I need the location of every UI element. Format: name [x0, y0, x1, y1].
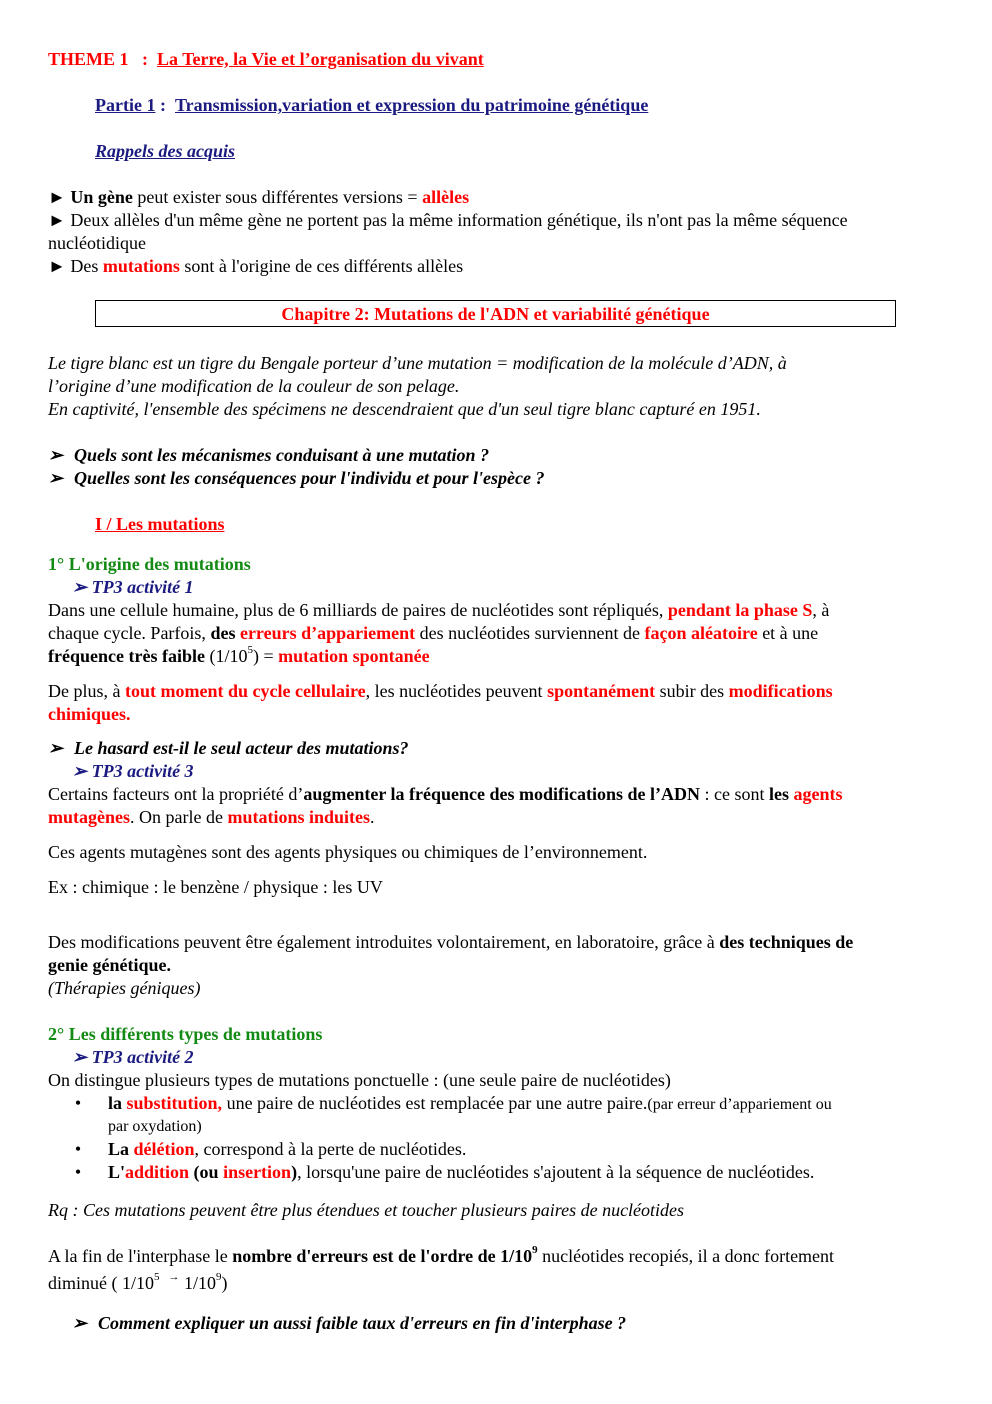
text: A la fin de l'interphase le	[48, 1246, 233, 1266]
text: diminué ( 1/10	[48, 1273, 154, 1293]
types-bullet-2	[48, 1138, 466, 1161]
hasard-l4: Ex : chimique : le benzène / physique : les UV	[48, 877, 383, 897]
origine-p1-l1	[48, 599, 829, 622]
red-term: mutations induites	[227, 807, 371, 827]
partie-label: Partie 1	[95, 95, 156, 115]
bold-term: la	[108, 1093, 127, 1113]
origine-p1-l3	[48, 645, 430, 668]
text: , lorsqu'une paire de nucléotides s'ajoutent à la séquence de nucléotides.	[297, 1162, 815, 1182]
text: )	[221, 1273, 228, 1293]
bullet-dot-icon: •	[74, 1139, 82, 1159]
text: (1/10	[204, 646, 248, 666]
text: : ce sont	[700, 784, 770, 804]
types-fin-l1	[48, 1245, 834, 1268]
red-term: délétion	[133, 1139, 195, 1159]
arrowhead-bullet-icon: ➢	[48, 738, 64, 758]
exponent: 9	[532, 1244, 538, 1256]
types-intro: On distingue plusieurs types de mutations ponctuelle : (une seule paire de nucléotides)	[48, 1070, 671, 1090]
question-text: Quels sont les mécanismes conduisant à une mutation ?	[74, 445, 490, 465]
text: .	[370, 807, 375, 827]
partie-sep: :	[159, 95, 166, 115]
arrowhead-bullet-icon: ➢	[72, 1047, 88, 1067]
rappels-title: Rappels des acquis	[95, 141, 236, 161]
hasard-l5	[48, 931, 853, 954]
intro-line-1: Le tigre blanc est un tigre du Bengale porteur d’une mutation = modification de la molécule d’ADN, à	[48, 353, 787, 373]
red-term: mutagènes	[48, 807, 130, 827]
arrowhead-bullet-icon: ➢	[72, 1313, 88, 1333]
final-question	[72, 1312, 626, 1335]
theme-sep: :	[142, 49, 149, 69]
rappel-text: sont à l'origine de ces différents allèles	[179, 256, 464, 276]
rappel-red: mutations	[102, 256, 180, 276]
text: une paire de nucléotides est remplacée par une autre paire.	[222, 1093, 648, 1113]
bold-term: (ou	[189, 1162, 224, 1182]
text: ) =	[252, 646, 279, 666]
rappel-text: Des	[70, 256, 103, 276]
origine-p1-l2	[48, 622, 818, 645]
origine-title: 1° L'origine des mutations	[48, 554, 251, 574]
text: , correspond à la perte de nucléotides.	[194, 1139, 467, 1159]
red-term: substitution,	[126, 1093, 223, 1113]
text: 1/10	[179, 1273, 217, 1293]
hasard-tp	[72, 760, 194, 783]
bold-term: les	[769, 784, 794, 804]
text: chaque cycle. Parfois,	[48, 623, 211, 643]
question-1	[48, 444, 489, 467]
arrow-bullet-icon: ►	[48, 256, 66, 276]
rappel-bold: Un gène	[70, 187, 133, 207]
intro-line-3: En captivité, l'ensemble des spécimens ne descendraient que d'un seul tigre blanc capturé en 1951.	[48, 399, 761, 419]
text: Dans une cellule humaine, plus de 6 milliards de paires de nucléotides sont répliqués,	[48, 600, 668, 620]
red-term: tout moment du cycle cellulaire	[124, 681, 366, 701]
types-bullet-1-cont: par oxydation)	[108, 1118, 202, 1135]
bullet-dot-icon: •	[74, 1093, 82, 1113]
hasard-question	[48, 737, 409, 760]
types-bullet-3	[48, 1161, 814, 1184]
red-term: spontanément	[547, 681, 656, 701]
intro-line-2: l’origine d’une modification de la couleur de son pelage.	[48, 376, 460, 396]
chapter-title-box: Chapitre 2: Mutations de l'ADN et variabilité génétique	[95, 300, 896, 327]
exponent: 5	[247, 644, 253, 656]
bold-term: fréquence très faible	[48, 646, 205, 666]
rappel-line-3	[48, 255, 463, 278]
partie-title: Transmission,variation et expression du patrimoine génétique	[174, 95, 649, 115]
bold-term: L'	[108, 1162, 126, 1182]
partie-heading	[95, 94, 648, 117]
rappel-text: Deux allèles d'un même gène ne portent pas la même information génétique, ils n'ont pas la même séquence	[70, 210, 848, 230]
arrowhead-bullet-icon: ➢	[72, 761, 88, 781]
bold-term: des	[210, 623, 240, 643]
theme-heading	[48, 48, 484, 71]
hasard-l7: (Thérapies géniques)	[48, 978, 201, 998]
arrowhead-bullet-icon: ➢	[48, 468, 64, 488]
origine-p2-l2: chimiques.	[48, 704, 131, 724]
red-term: insertion	[223, 1162, 292, 1182]
bold-term: La	[108, 1139, 134, 1159]
types-rq: Rq : Ces mutations peuvent être plus étendues et toucher plusieurs paires de nucléotides	[48, 1200, 685, 1220]
rappel-line-2	[48, 209, 848, 232]
text: , les nucléotides peuvent	[365, 681, 548, 701]
exponent: 5	[154, 1271, 160, 1283]
rappel-text: peut exister sous différentes versions =	[132, 187, 423, 207]
question-text: Le hasard est-il le seul acteur des mutations?	[74, 738, 409, 758]
red-term: erreurs d’appariement	[239, 623, 416, 643]
arrow-bullet-icon: ►	[48, 210, 66, 230]
right-arrow-icon: →	[168, 1271, 180, 1283]
arrow-bullet-icon: ►	[48, 187, 66, 207]
arrowhead-bullet-icon: ➢	[48, 445, 64, 465]
arrowhead-bullet-icon: ➢	[72, 577, 88, 597]
origine-tp	[72, 576, 194, 599]
text: et à une	[757, 623, 819, 643]
types-bullet-1	[48, 1092, 832, 1116]
bold-term: des techniques de	[719, 932, 854, 952]
red-term: addition	[125, 1162, 190, 1182]
rappel-line-1	[48, 186, 469, 209]
small-text: (par erreur d’appariement ou	[647, 1096, 832, 1113]
text: Certains facteurs ont la propriété d’	[48, 784, 304, 804]
red-term: mutation spontanée	[278, 646, 430, 666]
types-title: 2° Les différents types de mutations	[48, 1024, 323, 1044]
text: des nucléotides surviennent de	[415, 623, 645, 643]
exponent: 9	[216, 1271, 222, 1283]
text: . On parle de	[130, 807, 228, 827]
hasard-l1	[48, 783, 843, 806]
hasard-l3: Ces agents mutagènes sont des agents physiques ou chimiques de l’environnement.	[48, 842, 648, 862]
text: Des modifications peuvent être également introduites volontairement, en laboratoire, grâce à	[48, 932, 720, 952]
question-text: Comment expliquer un aussi faible taux d'erreurs en fin d'interphase ?	[98, 1313, 627, 1333]
text: subir des	[655, 681, 729, 701]
bold-term: augmenter la fréquence des modifications de l’ADN	[303, 784, 701, 804]
rappel-line-2b: nucléotidique	[48, 233, 146, 253]
red-term: modifications	[728, 681, 833, 701]
tp-label: TP3 activité 3	[91, 761, 194, 781]
text: , à	[812, 600, 830, 620]
text: nucléotides recopiés, il a donc fortement	[537, 1246, 835, 1266]
tp-label: TP3 activité 2	[91, 1047, 194, 1067]
types-tp	[72, 1046, 194, 1069]
question-2	[48, 467, 545, 490]
types-fin-l2	[48, 1272, 228, 1295]
rappel-red: allèles	[422, 187, 470, 207]
tp-label: TP3 activité 1	[91, 577, 194, 597]
bold-term: nombre d'erreurs est de l'ordre de 1/10	[232, 1246, 533, 1266]
question-text: Quelles sont les conséquences pour l'individu et pour l'espèce ?	[74, 468, 545, 488]
origine-p2-l1	[48, 680, 833, 703]
red-term: façon aléatoire	[644, 623, 758, 643]
hasard-l2	[48, 806, 375, 829]
theme-label: THEME 1	[48, 49, 129, 69]
red-term: pendant la phase S	[667, 600, 813, 620]
text: De plus, à	[48, 681, 125, 701]
hasard-l6: genie génétique.	[48, 955, 171, 975]
red-term: agents	[793, 784, 843, 804]
bold-term: )	[291, 1162, 298, 1182]
theme-title: La Terre, la Vie et l’organisation du vivant	[157, 49, 484, 69]
bullet-dot-icon: •	[74, 1162, 82, 1182]
section-1-title: I / Les mutations	[95, 514, 225, 534]
